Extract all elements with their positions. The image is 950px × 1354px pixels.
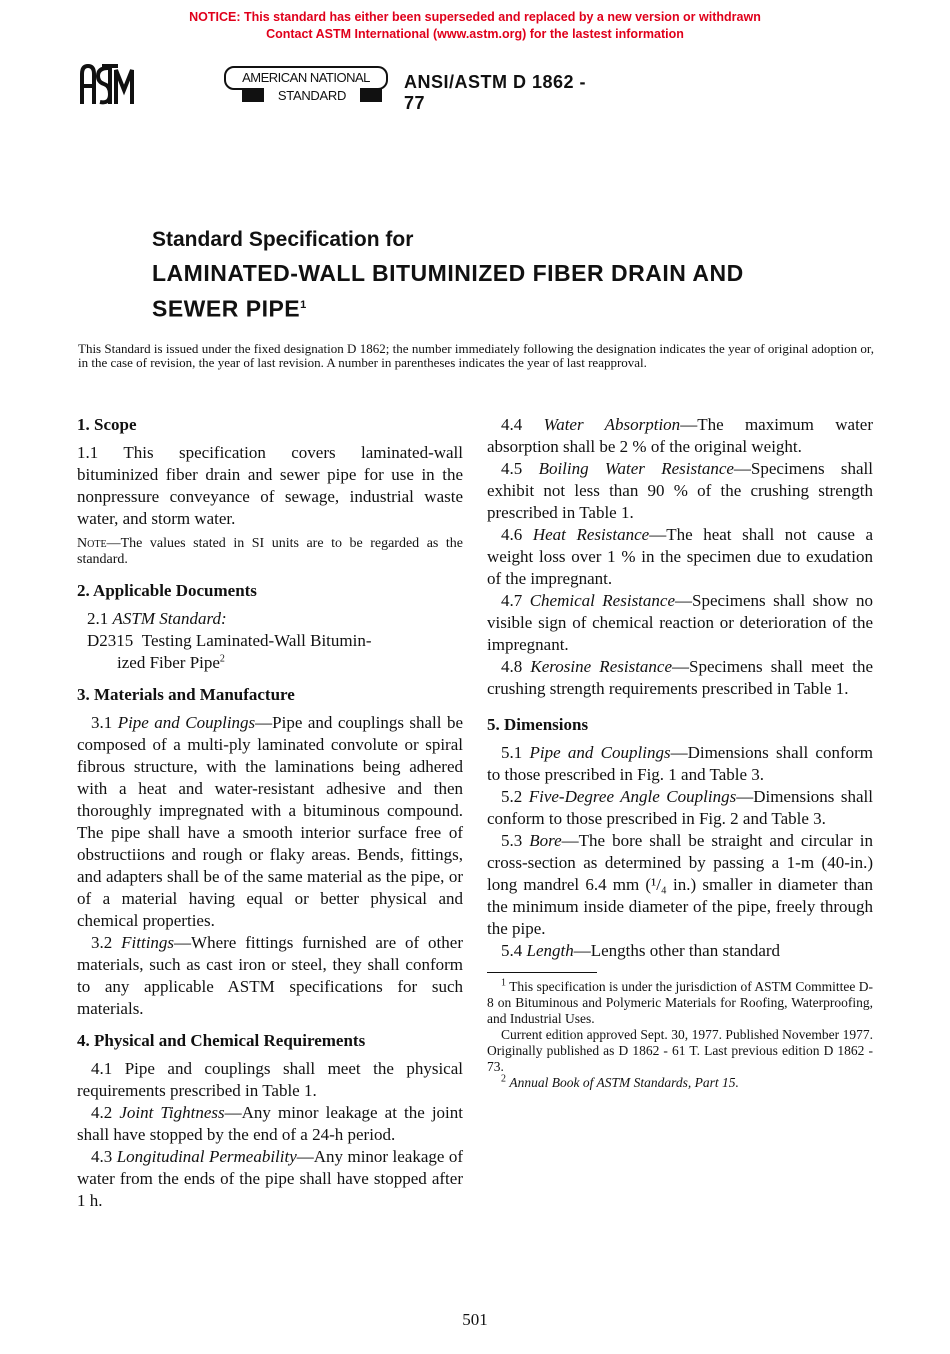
section-heading: 1. Scope (77, 415, 137, 434)
para-num: 5.2 (501, 787, 523, 806)
para-text: —The bore shall be straight and circular in cross-section as determined by passing a 1-m (40-in.) long mandrel 6.4 mm (¹/₄ in.) smaller in diameter than the minimum inside diameter of the pipe, freely through the pipe. (487, 831, 873, 938)
issue-note: This Standard is issued under the fixed designation D 1862; the number immediately following the designation indicates the year of original adoption or, in the case of revision, the year of last revision. A number in parentheses indicates the year of last reapproval. (78, 341, 874, 370)
para-title: Fittings (121, 933, 175, 952)
para-title: Length (526, 941, 574, 960)
footnote (487, 1075, 873, 1091)
ref-title: Testing Laminated-Wall Bitumin- (141, 631, 372, 650)
title-line-2-text: SEWER PIPE (152, 295, 301, 322)
para-title: Joint Tightness (119, 1103, 225, 1122)
paragraph (77, 932, 463, 1020)
title-line-1: LAMINATED-WALL BITUMINIZED FIBER DRAIN AND (152, 260, 744, 286)
paragraph (487, 458, 873, 524)
page-number: 501 (462, 1310, 488, 1329)
para-num: 4.5 (501, 459, 523, 478)
paragraph (487, 656, 873, 700)
document-header (78, 60, 598, 113)
para-title: Boiling Water Resistance (538, 459, 734, 478)
astm-logo (78, 60, 138, 110)
paragraph (77, 712, 463, 932)
ansi-badge-top: AMERICAN NATIONAL (224, 66, 388, 90)
paragraph (487, 830, 873, 940)
notice-banner (0, 9, 950, 43)
paragraph (487, 786, 873, 830)
paragraph: 1.1 This specification covers laminated-wall bituminized fiber drain and sewer pipe for use in the nonpressure conveyance of sewage, industrial waste water, and storm water. (77, 443, 463, 528)
para-text: —Pipe and couplings shall be composed of a multi-ply laminated convolute or spiral fibrous structure, with the laminations being adhered with a heat and water-resistant adhesive and then thoroughly impregnated with a bituminous compound. The pipe shall have a smooth interior surface free of obstructiions and rough or flaky areas. Bends, fittings, and adapters shall be of the same material as the pipe, or of a material having equal or better physical and chemical properties. (77, 713, 464, 930)
section-heading: 2. Applicable Documents (77, 581, 257, 600)
section-heading: 4. Physical and Chemical Requirements (77, 1031, 366, 1050)
para-num: 4.7 (501, 591, 523, 610)
paragraph (487, 414, 873, 458)
para-title: Bore (529, 831, 562, 850)
paragraph (487, 940, 873, 962)
paragraph (77, 608, 463, 630)
para-title: Five-Degree Angle Couplings (528, 787, 737, 806)
section-heading: 5. Dimensions (487, 715, 589, 734)
para-num: 3.1 (91, 713, 113, 732)
para-num: 4.3 (91, 1147, 113, 1166)
left-column (77, 414, 463, 1212)
paragraph (77, 1102, 463, 1146)
para-text: —Where fittings furnished are of other materials, such as cast iron or steel, they shall conform to any applicable ASTM specifications for such materials. (77, 933, 463, 1018)
ref-code: D2315 (87, 631, 134, 650)
para-text: —The maximum water absorption shall be 2 % of the original weight. (487, 415, 873, 456)
para-num: 5.4 (501, 941, 523, 960)
para-num: 2.1 (87, 609, 109, 628)
para-text: —Specimens shall show no visible sign of chemical reaction or deterioration of the impregnant. (487, 591, 874, 654)
ansi-badge-bottom: STANDARD (264, 88, 360, 103)
para-num: 4.8 (501, 657, 523, 676)
para-title: Chemical Resistance (529, 591, 676, 610)
designation: ANSI/ASTM D 1862 - 77 (404, 72, 587, 113)
para-num: 4.4 (501, 415, 523, 434)
ansi-badge (224, 66, 386, 103)
para-text: —Dimensions shall conform to those prescribed in Fig. 2 and Table 3. (487, 787, 873, 828)
paragraph (487, 524, 873, 590)
title-intro: Standard Specification for (152, 228, 414, 251)
paragraph (77, 1146, 463, 1212)
para-title: Longitudinal Permeability (116, 1147, 297, 1166)
para-text: —Specimens shall exhibit not less than 90 % of the crushing strength prescribed in Table 1. (487, 459, 873, 522)
paragraph (487, 590, 873, 656)
para-num: 3.2 (91, 933, 113, 952)
note (77, 536, 463, 568)
para-text: —Any minor leakage of water from the ends of the pipe shall have stopped after 1 h. (77, 1147, 464, 1210)
footnote-ref: 2 (219, 653, 225, 665)
para-title: ASTM Standard: (112, 609, 227, 628)
para-title: Pipe and Couplings (117, 713, 256, 732)
ref-title-2: ized Fiber Pipe (117, 653, 220, 672)
footnote-mark: 1 (501, 977, 506, 989)
note-text: —The values stated in SI units are to be regarded as the standard. (77, 536, 463, 567)
title-footnote-mark: 1 (300, 299, 307, 311)
title-line-2 (152, 289, 874, 325)
para-title: Kerosine Resistance (530, 657, 673, 676)
para-title: Pipe and Couplings (529, 743, 671, 762)
footnote-text: This specification is under the jurisdiction of ASTM Committee D-8 on Bituminous and Polymeric Materials for Roofing, Waterproofing, and Industrial Uses. (487, 979, 873, 1026)
para-num: 5.1 (501, 743, 523, 762)
para-title: Water Absorption (543, 415, 681, 434)
para-text: —Dimensions shall conform to those prescribed in Fig. 1 and Table 3. (487, 743, 874, 784)
notice-line-2: Contact ASTM International (www.astm.org) for the lastest information (266, 27, 684, 41)
footnote-mark: 2 (501, 1073, 506, 1085)
footnote-rule (487, 972, 597, 973)
para-text: —Lengths other than standard (573, 941, 781, 960)
reference (77, 630, 463, 652)
para-num: 4.6 (501, 525, 523, 544)
para-text: —Specimens shall meet the crushing strength requirements prescribed in Table 1. (487, 657, 874, 698)
para-num: 4.2 (91, 1103, 113, 1122)
note-label: Note (77, 536, 107, 551)
section-heading: 3. Materials and Manufacture (77, 685, 295, 704)
notice-line-1: NOTICE: This standard has either been superseded and replaced by a new version or withdrawn (189, 10, 761, 24)
footnote: Current edition approved Sept. 30, 1977. Published November 1977. Originally published as D 1862 - 61 T. Last previous edition D 1862 - 73. (487, 1027, 873, 1074)
reference-cont (77, 652, 463, 674)
footnote-text: Annual Book of ASTM Standards, Part 15. (509, 1075, 739, 1090)
para-text: —Any minor leakage at the joint shall have stopped by the end of a 24-h period. (77, 1103, 464, 1144)
para-title: Heat Resistance (532, 525, 650, 544)
footnote (487, 979, 873, 1027)
para-num: 5.3 (501, 831, 523, 850)
paragraph: 4.1 Pipe and couplings shall meet the physical requirements prescribed in Table 1. (77, 1059, 463, 1100)
title-block (152, 226, 874, 325)
para-text: —The heat shall not cause a weight loss over 1 % in the specimen due to exudation of the impregnant. (487, 525, 874, 588)
right-column (487, 414, 873, 1091)
paragraph (487, 742, 873, 786)
